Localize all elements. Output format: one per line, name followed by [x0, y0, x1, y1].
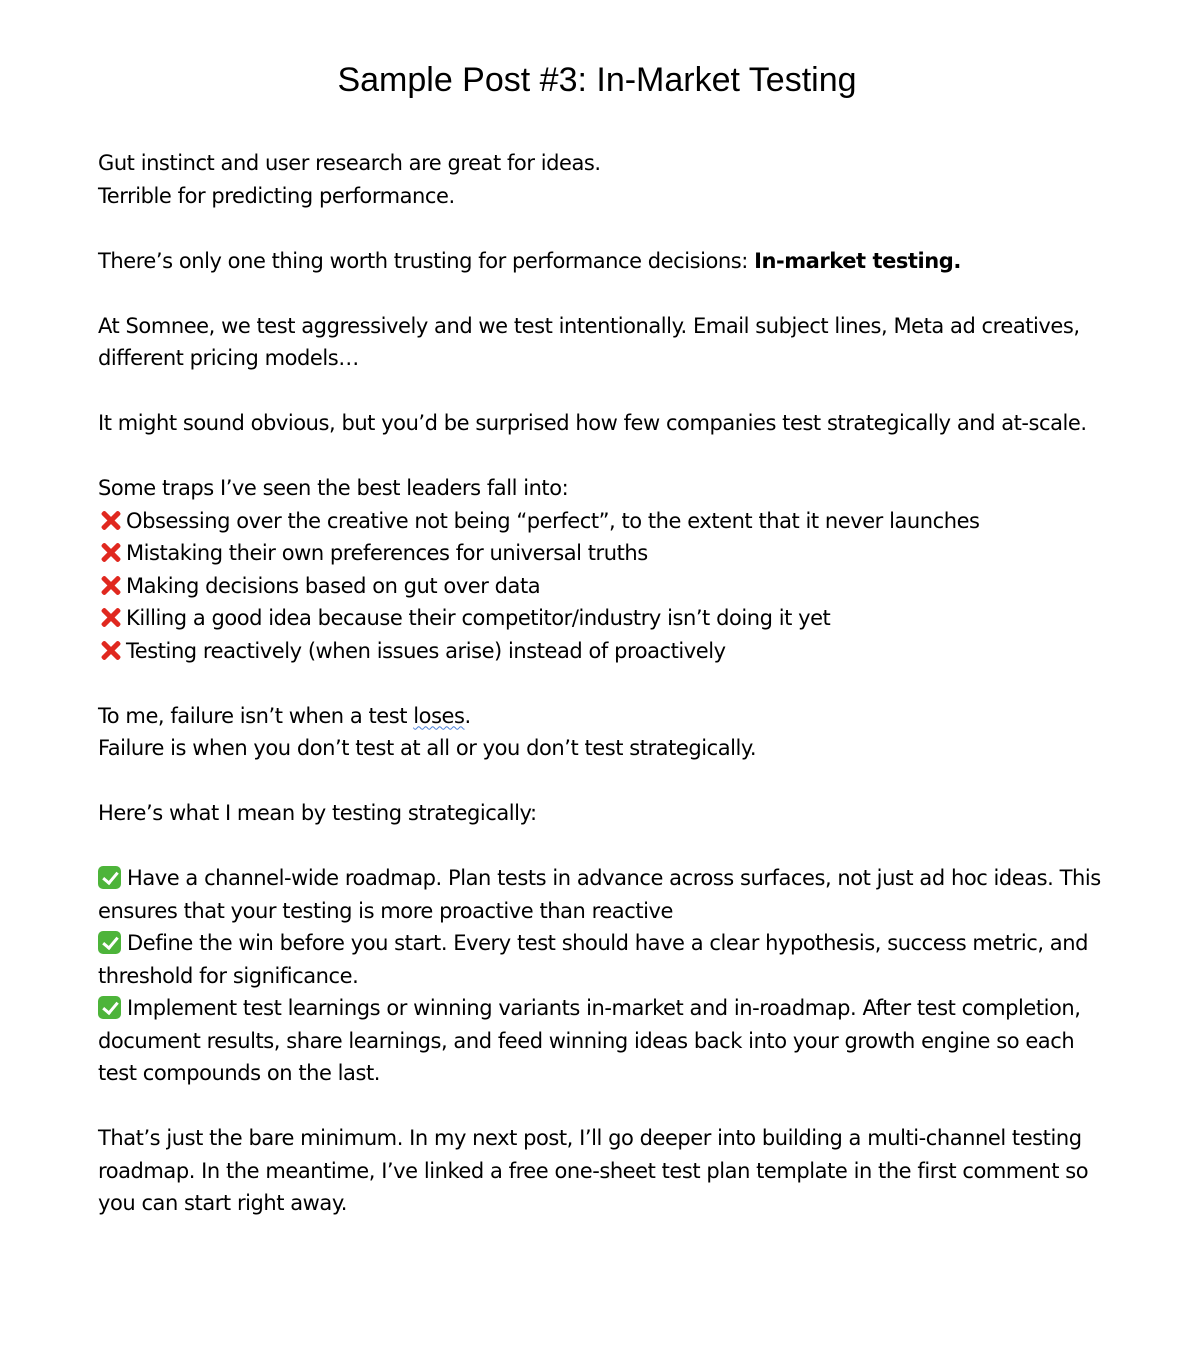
- failure-period: .: [464, 703, 471, 728]
- trap-item: [98, 570, 1098, 603]
- failure-line-2: Failure is when you don’t test at all or you don’t test strategically.: [98, 736, 757, 760]
- check-item-1-line-2: ensures that your testing is more proactive than reactive: [98, 898, 673, 923]
- check-mark-icon: [98, 931, 121, 954]
- check-item-text: Define the win before you start. Every test should have a clear hypothesis, success metric, and: [127, 931, 1088, 955]
- cross-mark-icon: [98, 508, 124, 532]
- trap-item-text: Testing reactively (when issues arise) instead of proactively: [126, 638, 726, 663]
- blank-line: [98, 440, 1098, 473]
- trap-item: [98, 602, 1098, 635]
- blank-line: [98, 830, 1098, 863]
- somnee-line-1: At Somnee, we test aggressively and we test intentionally. Email subject lines, Meta ad creatives,: [98, 313, 1080, 338]
- trust-paragraph: [98, 245, 1098, 278]
- check-item-3-line-3: test compounds on the last.: [98, 1061, 380, 1085]
- check-item-3-line-1: [98, 992, 1098, 1025]
- strategic-heading: Here’s what I mean by testing strategically:: [98, 801, 537, 825]
- closing-line-1: That’s just the bare minimum. In my next post, I’ll go deeper into building a multi-channel testing: [98, 1126, 1082, 1150]
- check-item-3-line-2: document results, share learnings, and feed winning ideas back into your growth engine so each: [98, 1028, 1075, 1053]
- trap-item: [98, 537, 1098, 570]
- trap-item-text: Obsessing over the creative not being “perfect”, to the extent that it never launches: [126, 508, 980, 533]
- blank-line: [98, 765, 1098, 798]
- cross-mark-icon: [98, 638, 124, 662]
- trap-item-text: Making decisions based on gut over data: [126, 573, 541, 598]
- check-item-text: Have a channel-wide roadmap. Plan tests in advance across surfaces, not just ad hoc ideas. This: [127, 866, 1101, 890]
- document-title: Sample Post #3: In-Market Testing: [337, 61, 857, 99]
- closing-line-3: you can start right away.: [98, 1191, 348, 1215]
- check-item-text: Implement test learnings or winning variants in-market and in-roadmap. After test completion,: [127, 996, 1081, 1020]
- trust-bold-text: In-market testing.: [754, 248, 961, 273]
- traps-heading: Some traps I’ve seen the best leaders fall into:: [98, 476, 569, 500]
- trap-item-text: Killing a good idea because their competitor/industry isn’t doing it yet: [126, 606, 831, 630]
- blank-line: [98, 667, 1098, 700]
- obvious-paragraph: It might sound obvious, but you’d be surprised how few companies test strategically and at-scale.: [98, 411, 1087, 435]
- blank-line: [98, 212, 1098, 245]
- cross-mark-icon: [98, 605, 124, 629]
- intro-line-2: Terrible for predicting performance.: [98, 183, 455, 208]
- spellcheck-flagged-word[interactable]: loses: [413, 703, 465, 728]
- cross-mark-icon: [98, 540, 124, 564]
- cross-mark-icon: [98, 573, 124, 597]
- trap-item: [98, 635, 1098, 668]
- failure-line-1: [98, 700, 1098, 733]
- failure-text: To me, failure isn’t when a test: [98, 703, 414, 728]
- somnee-line-2: different pricing models…: [98, 346, 359, 370]
- blank-line: [98, 375, 1098, 408]
- blank-line: [98, 1090, 1098, 1123]
- check-item-2-line-2: threshold for significance.: [98, 963, 359, 988]
- check-item-1-line-1: [98, 862, 1101, 895]
- closing-line-2: roadmap. In the meantime, I’ve linked a free one-sheet test plan template in the first comment so: [98, 1158, 1089, 1183]
- trap-item: [98, 505, 1098, 538]
- trap-item-text: Mistaking their own preferences for universal truths: [126, 541, 648, 565]
- blank-line: [98, 277, 1098, 310]
- check-item-2-line-1: [98, 927, 1098, 960]
- check-mark-icon: [98, 996, 121, 1019]
- trust-text: There’s only one thing worth trusting for performance decisions:: [98, 248, 755, 273]
- intro-line-1: Gut instinct and user research are great for ideas.: [98, 151, 601, 175]
- check-mark-icon: [98, 866, 121, 889]
- document-body: [98, 147, 1101, 1220]
